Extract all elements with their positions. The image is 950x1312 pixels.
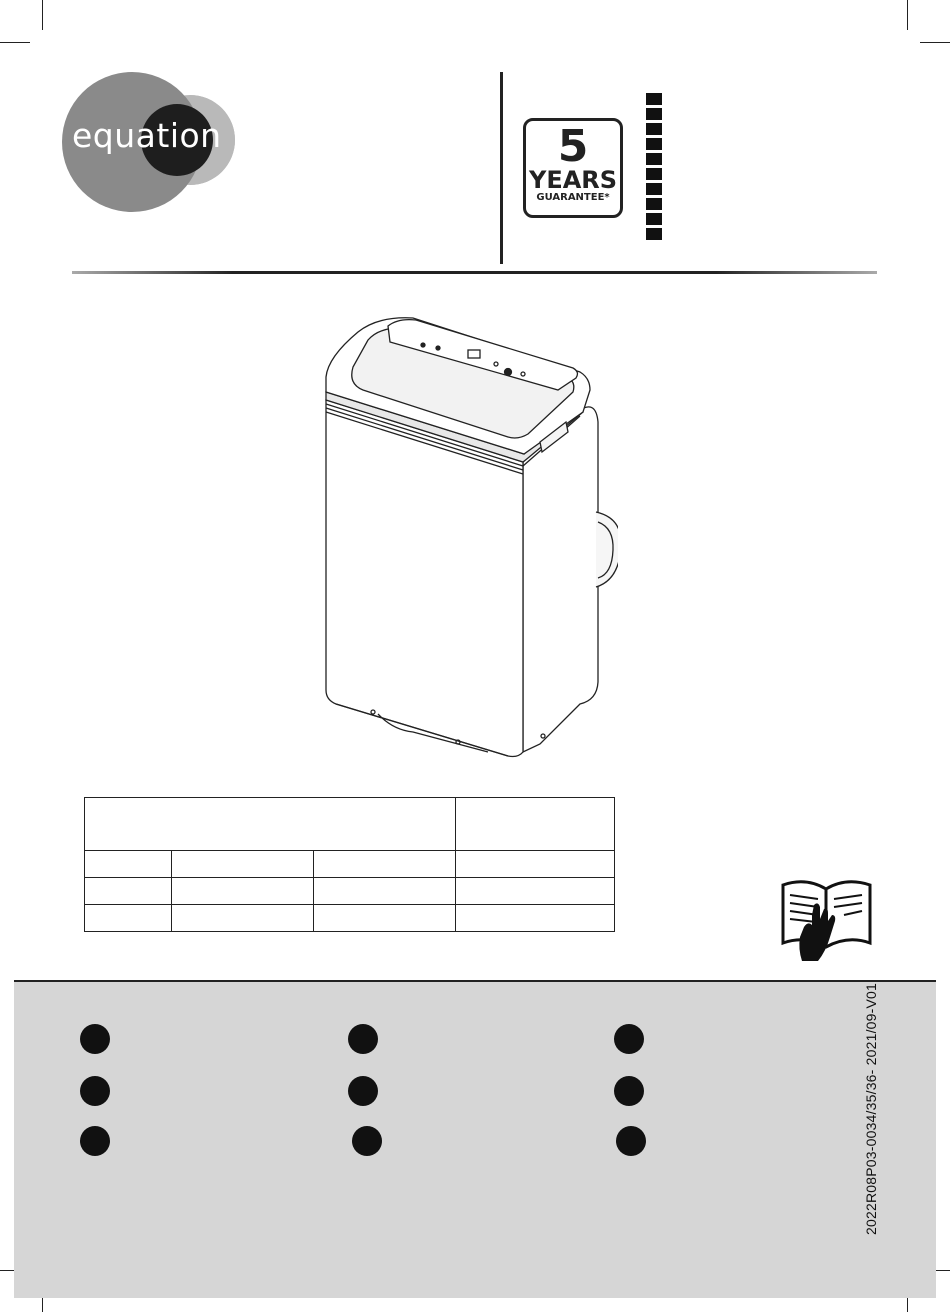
language-marker [80, 1024, 110, 1054]
table-cell [314, 878, 456, 905]
language-bar-segment [646, 228, 662, 240]
language-bar-segment [646, 93, 662, 105]
table-row [85, 851, 615, 878]
table-cell [172, 905, 314, 932]
product-illustration [318, 312, 618, 762]
guarantee-number: 5 [557, 121, 589, 172]
crop-mark [907, 0, 908, 30]
language-bar-segment [646, 108, 662, 120]
table-cell [314, 905, 456, 932]
table-row [85, 798, 615, 851]
language-bar-segment [646, 123, 662, 135]
table-cell [85, 878, 172, 905]
language-marker [348, 1024, 378, 1054]
language-bar-segment [646, 213, 662, 225]
language-marker [352, 1126, 382, 1156]
book-hand-icon [778, 875, 874, 965]
guarantee-label: GUARANTEE* [536, 192, 610, 203]
guarantee-years: YEARS [528, 166, 618, 194]
table-cell [172, 878, 314, 905]
language-panel [14, 982, 936, 1298]
table-cell [85, 905, 172, 932]
header-divider [500, 72, 503, 264]
crop-mark [42, 0, 43, 30]
read-manual-icon [778, 875, 874, 965]
table-cell [85, 851, 172, 878]
language-marker [614, 1024, 644, 1054]
crop-mark [0, 42, 30, 43]
language-marker [614, 1076, 644, 1106]
language-bar-segment [646, 168, 662, 180]
table-cell [172, 851, 314, 878]
crop-mark [920, 42, 950, 43]
language-bar-segment [646, 138, 662, 150]
brand-name: equation [72, 116, 222, 155]
language-marker [348, 1076, 378, 1106]
language-bar [646, 93, 662, 243]
language-marker [80, 1076, 110, 1106]
language-bar-segment [646, 153, 662, 165]
table-header-cell [85, 798, 456, 851]
header-rule [72, 271, 877, 274]
language-bar-segment [646, 198, 662, 210]
guarantee-badge [523, 118, 623, 218]
air-conditioner-icon [318, 312, 618, 762]
language-marker [616, 1126, 646, 1156]
table-cell [456, 905, 615, 932]
models-table [84, 797, 615, 932]
table-row [85, 905, 615, 932]
language-bar-segment [646, 183, 662, 195]
table-row [85, 878, 615, 905]
table-cell [456, 878, 615, 905]
table-header-cell [456, 798, 615, 851]
document-reference: 2022R08P03-0034/35/36- 2021/09-V01 [863, 983, 879, 1235]
language-marker [80, 1126, 110, 1156]
table-cell [456, 851, 615, 878]
table-cell [314, 851, 456, 878]
